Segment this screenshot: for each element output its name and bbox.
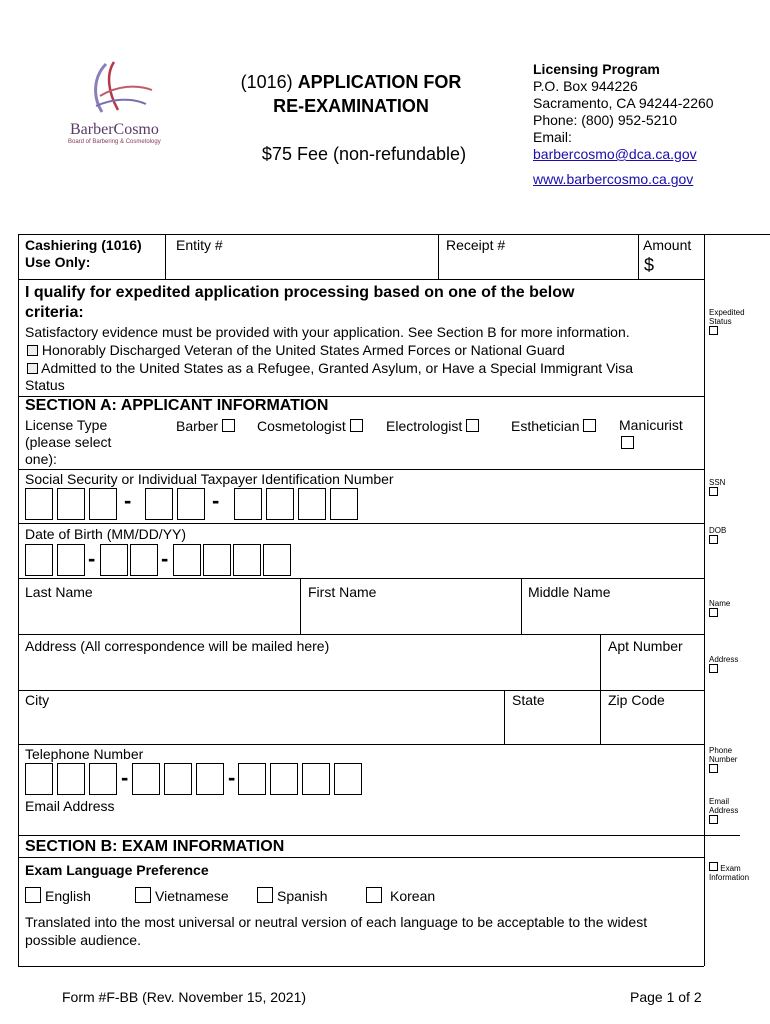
entity-field[interactable]: Entity # — [176, 237, 223, 253]
ssn-separator: - — [212, 488, 220, 513]
barber-checkbox[interactable] — [222, 419, 235, 432]
form-title-line2: RE-EXAMINATION — [273, 96, 429, 116]
amount-field[interactable]: Amount — [643, 237, 692, 253]
electrologist-checkbox[interactable] — [466, 419, 479, 432]
dob-separator: - — [88, 546, 96, 571]
phone-digit-box[interactable] — [132, 763, 160, 795]
expedited-option-veteran[interactable] — [25, 342, 565, 359]
license-option-barber[interactable] — [176, 418, 235, 435]
sidebar-email — [709, 797, 764, 826]
sidebar-phone-line1: Phone — [709, 746, 733, 755]
receipt-field[interactable]: Receipt # — [446, 237, 506, 253]
sidebar-dob — [709, 526, 764, 546]
manicurist-label: Manicurist — [619, 417, 683, 433]
cashiering-label-line2: Use Only: — [25, 254, 91, 270]
ssn-digit-box[interactable] — [266, 488, 294, 520]
phone-digit-box[interactable] — [25, 763, 53, 795]
sidebar-name — [709, 599, 764, 619]
license-option-electrologist[interactable] — [386, 418, 479, 435]
ssn-digit-box[interactable] — [298, 488, 326, 520]
refugee-label: Admitted to the United States as a Refugee, Granted Asylum, or Have a Special Immigrant Visa — [41, 360, 634, 376]
phone-digit-box[interactable] — [57, 763, 85, 795]
sidebar-expedited-checkbox[interactable] — [709, 326, 718, 335]
dob-digit-box[interactable] — [233, 544, 261, 576]
sidebar-exam-checkbox[interactable] — [709, 862, 718, 871]
expedited-note: Satisfactory evidence must be provided with your application. See Section B for more information. — [25, 324, 630, 340]
expedited-option-refugee[interactable] — [25, 360, 705, 394]
sidebar-dob-checkbox[interactable] — [709, 535, 718, 544]
dob-digit-box[interactable] — [203, 544, 231, 576]
ssn-digit-box[interactable] — [145, 488, 173, 520]
sidebar-exam — [709, 862, 764, 882]
section-b-title: SECTION B: EXAM INFORMATION — [25, 838, 285, 855]
ssn-label: Social Security or Individual Taxpayer Identification Number — [25, 471, 394, 487]
agency-logo — [66, 56, 176, 152]
phone-separator: - — [228, 765, 236, 790]
english-checkbox[interactable] — [25, 887, 41, 903]
form-number: Form #F-BB (Rev. November 15, 2021) — [62, 989, 307, 1005]
logo-swoosh-icon — [66, 56, 176, 116]
apt-number-field[interactable]: Apt Number — [608, 638, 683, 654]
ssn-digit-box[interactable] — [25, 488, 53, 520]
dob-digit-box[interactable] — [57, 544, 85, 576]
logo-subtext: Board of Barbering & Cosmetology — [68, 139, 161, 145]
expedited-heading-line1: I qualify for expedited application processing based on one of the below — [25, 284, 575, 301]
cosmetologist-checkbox[interactable] — [350, 419, 363, 432]
form-title-number: (1016) — [240, 72, 298, 92]
license-type-label — [25, 417, 111, 468]
sidebar-ssn-checkbox[interactable] — [709, 487, 718, 496]
spanish-label: Spanish — [277, 888, 328, 904]
license-type-line3: one): — [25, 451, 57, 467]
dob-digit-box[interactable] — [100, 544, 128, 576]
license-option-esthetician[interactable] — [511, 418, 596, 435]
ssn-digit-box[interactable] — [89, 488, 117, 520]
exam-language-label: Exam Language Preference — [25, 862, 209, 878]
form-title — [206, 70, 496, 118]
address-field[interactable]: Address (All correspondence will be mailed here) — [25, 638, 330, 654]
sidebar-phone-line2: Number — [709, 755, 738, 764]
veteran-label: Honorably Discharged Veteran of the United States Armed Forces or National Guard — [41, 342, 565, 358]
dob-separator: - — [161, 546, 169, 571]
sidebar-ssn-label: SSN — [709, 478, 726, 487]
korean-label: Korean — [390, 888, 436, 904]
veteran-checkbox[interactable] — [27, 345, 38, 356]
sidebar-dob-label: DOB — [709, 526, 727, 535]
sidebar-expedited — [709, 308, 764, 337]
phone-digit-box[interactable] — [238, 763, 266, 795]
ssn-digit-box[interactable] — [330, 488, 358, 520]
cashiering-label — [25, 237, 142, 271]
electrologist-label: Electrologist — [386, 418, 463, 434]
ssn-digit-box[interactable] — [177, 488, 205, 520]
email-address-field[interactable]: Email Address — [25, 798, 115, 814]
sidebar-phone-checkbox[interactable] — [709, 764, 718, 773]
sidebar-exam-line1: Exam — [720, 864, 741, 873]
email-label: Email: — [533, 129, 572, 145]
language-option-korean[interactable] — [366, 887, 435, 905]
phone-digit-box[interactable] — [196, 763, 224, 795]
dob-digit-box[interactable] — [263, 544, 291, 576]
language-option-vietnamese[interactable] — [135, 887, 229, 905]
license-option-manicurist[interactable] — [619, 417, 683, 452]
language-option-spanish[interactable] — [257, 887, 328, 905]
sidebar-ssn — [709, 478, 764, 498]
phone-digit-box[interactable] — [334, 763, 362, 795]
city-line: Sacramento, CA 94244-2260 — [533, 95, 714, 111]
sidebar-name-label: Name — [709, 599, 731, 608]
logo-text: BarberCosmo — [70, 121, 159, 138]
sidebar-email-checkbox[interactable] — [709, 815, 718, 824]
esthetician-label: Esthetician — [511, 418, 580, 434]
sidebar-email-line2: Address — [709, 806, 739, 815]
phone-digit-box[interactable] — [164, 763, 192, 795]
vietnamese-checkbox[interactable] — [135, 887, 151, 903]
po-box: P.O. Box 944226 — [533, 78, 638, 94]
sidebar-expedited-line2: Status — [709, 317, 732, 326]
ssn-digit-box[interactable] — [57, 488, 85, 520]
expedited-heading-line2: criteria: — [25, 304, 84, 321]
page-number: Page 1 of 2 — [630, 989, 702, 1005]
fee-text: $75 Fee (non-refundable) — [261, 144, 467, 164]
telephone-label: Telephone Number — [25, 746, 144, 762]
sidebar-name-checkbox[interactable] — [709, 608, 718, 617]
sidebar-address-checkbox[interactable] — [709, 664, 718, 673]
website-link[interactable]: www.barbercosmo.ca.gov — [533, 171, 694, 187]
refugee-label-line2: Status — [25, 377, 65, 393]
city-field[interactable]: City — [25, 692, 50, 708]
barber-label: Barber — [176, 418, 219, 434]
phone: Phone: (800) 952-5210 — [533, 112, 677, 128]
sidebar-address-label: Address — [709, 655, 739, 664]
first-name-field[interactable]: First Name — [308, 584, 377, 600]
translation-note-line2: possible audience. — [25, 932, 141, 948]
sidebar-exam-line2: Information — [709, 873, 750, 882]
phone-separator: - — [121, 765, 129, 790]
license-option-cosmetologist[interactable] — [257, 418, 363, 435]
dob-digit-box[interactable] — [25, 544, 53, 576]
korean-checkbox[interactable] — [366, 887, 382, 903]
translation-note — [25, 913, 701, 949]
zip-code-field[interactable]: Zip Code — [608, 692, 665, 708]
contact-block — [533, 61, 714, 188]
translation-note-line1: Translated into the most universal or neutral version of each language to be acceptable to the widest — [25, 914, 648, 930]
dollar-sign: $ — [644, 255, 655, 275]
phone-digit-box[interactable] — [270, 763, 298, 795]
email-link[interactable]: barbercosmo@dca.ca.gov — [533, 146, 697, 162]
sidebar-expedited-line1: Expedited — [709, 308, 745, 317]
phone-digit-box[interactable] — [89, 763, 117, 795]
phone-digit-box[interactable] — [302, 763, 330, 795]
cosmetologist-label: Cosmetologist — [257, 418, 346, 434]
ssn-separator: - — [124, 488, 132, 513]
dob-label: Date of Birth (MM/DD/YY) — [25, 526, 187, 542]
sidebar-phone — [709, 746, 764, 775]
section-a-title: SECTION A: APPLICANT INFORMATION — [25, 397, 329, 414]
dob-digit-box[interactable] — [130, 544, 158, 576]
ssn-digit-box[interactable] — [234, 488, 262, 520]
sidebar-address — [709, 655, 764, 675]
program-name: Licensing Program — [533, 61, 660, 77]
sidebar-email-line1: Email — [709, 797, 730, 806]
language-option-english[interactable] — [25, 887, 91, 905]
spanish-checkbox[interactable] — [257, 887, 273, 903]
form-title-line1: APPLICATION FOR — [297, 72, 462, 92]
middle-name-field[interactable]: Middle Name — [528, 584, 611, 600]
last-name-field[interactable]: Last Name — [25, 584, 93, 600]
vietnamese-label: Vietnamese — [155, 888, 229, 904]
english-label: English — [45, 888, 91, 904]
dob-digit-box[interactable] — [173, 544, 201, 576]
refugee-checkbox[interactable] — [27, 363, 38, 374]
license-type-line2: (please select — [25, 434, 112, 450]
license-type-line1: License Type — [25, 417, 108, 433]
state-field[interactable]: State — [512, 692, 545, 708]
esthetician-checkbox[interactable] — [583, 419, 596, 432]
manicurist-checkbox[interactable] — [621, 436, 634, 449]
expedited-heading — [25, 283, 574, 323]
cashiering-label-line1: Cashiering (1016) — [25, 237, 142, 253]
